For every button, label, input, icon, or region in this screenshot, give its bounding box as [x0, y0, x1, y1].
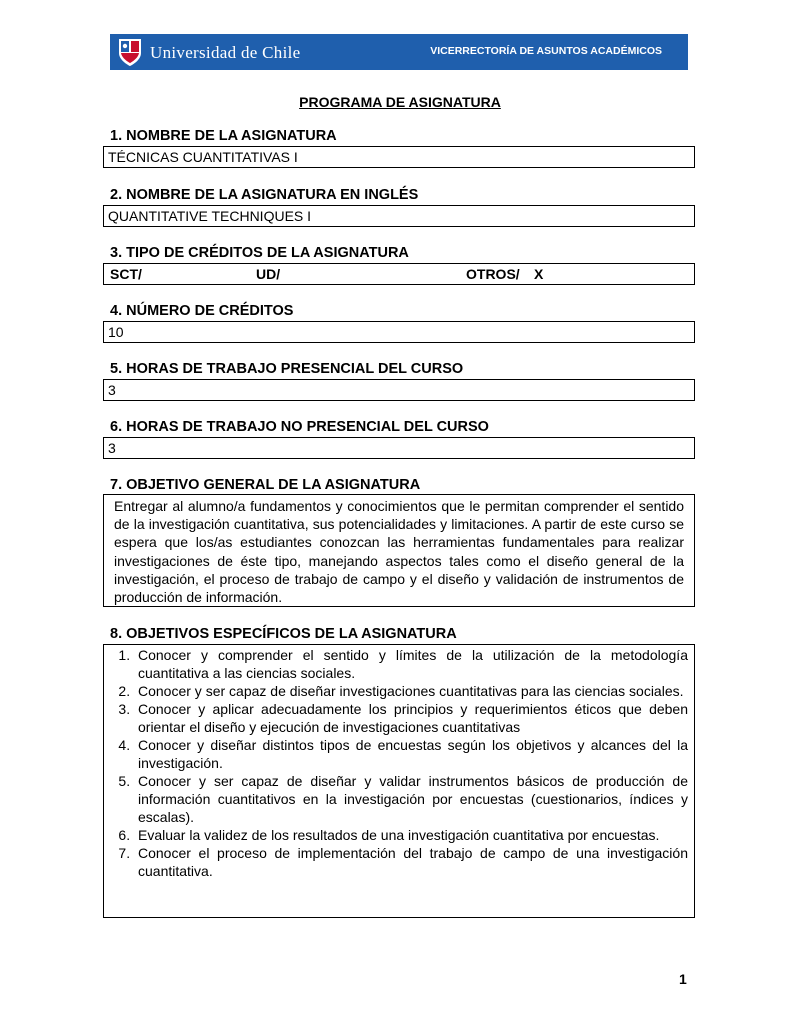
- objective-item: 7. Conocer el proceso de implementación del trabajo de campo de una investigación cuantitativa.: [134, 844, 688, 880]
- section-6-label: 6. HORAS DE TRABAJO NO PRESENCIAL DEL CURSO: [110, 419, 489, 435]
- header-banner: [110, 34, 688, 70]
- section-5-box: [103, 379, 695, 401]
- objective-item: 1. Conocer y comprender el sentido y límites de la utilización de la metodología cuantitativa a las ciencias sociales.: [134, 646, 688, 682]
- presential-hours-value: 3: [108, 382, 116, 398]
- section-5-label: 5. HORAS DE TRABAJO PRESENCIAL DEL CURSO: [110, 361, 464, 377]
- page-number: 1: [679, 971, 687, 987]
- course-name-value: TÉCNICAS CUANTITATIVAS I: [108, 149, 298, 165]
- section-1-box: [103, 146, 695, 168]
- credits-value: 10: [108, 324, 124, 340]
- specific-objectives-list: [104, 646, 694, 880]
- objective-item: 5. Conocer y ser capaz de diseñar y validar instrumentos básicos de producción de información cuantitativos en la investigación por encuestas (cuestionarios, índices y escalas).: [134, 772, 688, 826]
- office-name: VICERRECTORÍA DE ASUNTOS ACADÉMICOS: [430, 45, 662, 57]
- section-4-box: [103, 321, 695, 343]
- section-2-box: [103, 205, 695, 227]
- credit-otros-label: OTROS/: [466, 266, 520, 282]
- section-6-box: [103, 437, 695, 459]
- credit-selected-mark: X: [534, 266, 544, 282]
- credit-ud-label: UD/: [256, 266, 281, 282]
- section-7-label: 7. OBJETIVO GENERAL DE LA ASIGNATURA: [110, 477, 421, 493]
- objective-item: 2. Conocer y ser capaz de diseñar investigaciones cuantitativas para las ciencias sociales.: [134, 682, 688, 700]
- credit-type-box: [103, 263, 695, 285]
- section-4-label: 4. NÚMERO DE CRÉDITOS: [110, 303, 294, 319]
- objective-item: 4. Conocer y diseñar distintos tipos de encuestas según los objetivos y alcances del la investigación.: [134, 736, 688, 772]
- section-3-label: 3. TIPO DE CRÉDITOS DE LA ASIGNATURA: [110, 245, 409, 261]
- document-title: PROGRAMA DE ASIGNATURA: [299, 94, 501, 110]
- university-crest-icon: [117, 37, 143, 67]
- general-objective-box: [103, 494, 695, 607]
- specific-objectives-box: [103, 644, 695, 918]
- objective-item: 3. Conocer y aplicar adecuadamente los principios y requerimientos éticos que deben orientar el diseño y ejecución de investigaciones cuantitativas: [134, 700, 688, 736]
- nonpresential-hours-value: 3: [108, 440, 116, 456]
- course-name-english-value: QUANTITATIVE TECHNIQUES I: [108, 208, 312, 224]
- section-1-label: 1. NOMBRE DE LA ASIGNATURA: [110, 128, 337, 144]
- university-name: Universidad de Chile: [150, 43, 301, 62]
- section-2-label: 2. NOMBRE DE LA ASIGNATURA EN INGLÉS: [110, 187, 419, 203]
- general-objective-text: Entregar al alumno/a fundamentos y conocimientos que le permitan comprender el sentido de la investigación cuantitativa, sus potencialidades y limitaciones. A partir de este curso se espera que los/as estudiantes conozcan las herramientas fundamentales para realizar investigaciones de éste tipo, manejando aspectos tales como el diseño general de la investigación, el proceso de trabajo de campo y el diseño y validación de instrumentos de producción de información.: [114, 498, 684, 606]
- objective-item: 6. Evaluar la validez de los resultados de una investigación cuantitativa por encuestas.: [134, 826, 688, 844]
- section-8-label: 8. OBJETIVOS ESPECÍFICOS DE LA ASIGNATURA: [110, 626, 457, 642]
- credit-sct-label: SCT/: [110, 266, 142, 282]
